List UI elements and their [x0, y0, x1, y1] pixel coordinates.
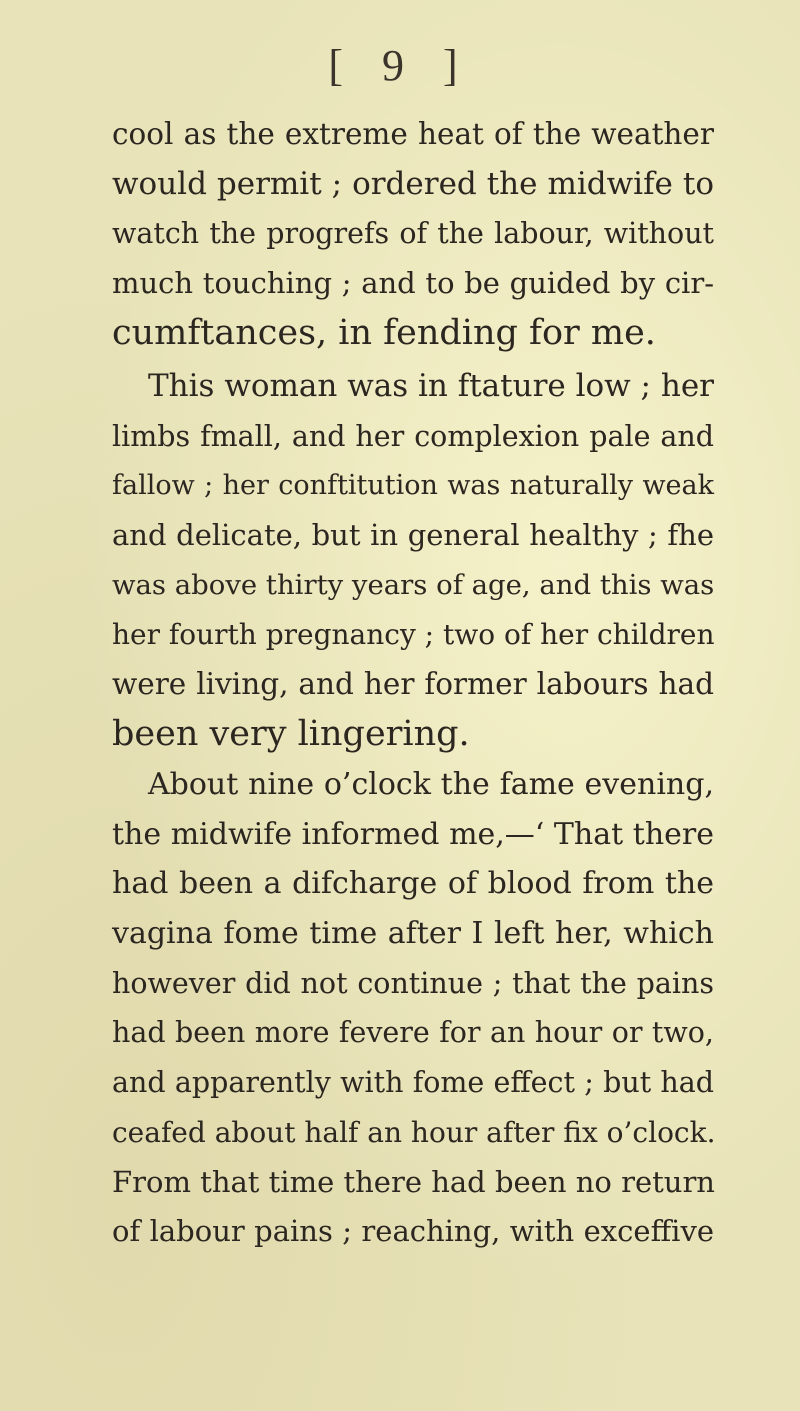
text-line: of labour pains ; reaching, with exceffive: [112, 1214, 714, 1249]
text-line: watch the progrefs of the labour, without: [112, 217, 714, 251]
text-line: This woman was in ftature low ; her: [148, 368, 714, 404]
text-line: fallow ; her conftitution was naturally weak: [112, 470, 714, 502]
text-line: vagina fome time after I left her, which: [112, 916, 714, 952]
text-line: were living, and her former labours had: [112, 667, 714, 702]
text-line: limbs fmall, and her complexion pale and: [112, 419, 714, 453]
text-line: From that time there had been no return: [112, 1164, 715, 1199]
text-line: much touching ; and to be guided by cir-: [112, 266, 714, 301]
text-line: had been a difcharge of blood from the: [112, 866, 714, 902]
text-line: been very lingering.: [112, 713, 470, 754]
text-line: would permit ; ordered the midwife to: [112, 165, 714, 202]
text-line: was above thirty years of age, and this was: [112, 568, 715, 601]
paragraph-2: [112, 362, 714, 760]
text-line: however did not continue ; that the pains: [112, 966, 714, 1000]
text-line: ceafed about half an hour after fix o’clock.: [112, 1115, 716, 1149]
paragraph-3: [112, 760, 714, 1257]
paragraph-1: [112, 110, 714, 358]
text-line: cool as the extreme heat of the weather: [112, 117, 714, 151]
text-line: and apparently with fome effect ; but had: [112, 1066, 714, 1100]
text-line: the midwife informed me,—‘ That there: [112, 816, 714, 852]
text-line: had been more fevere for an hour or two,: [112, 1016, 714, 1050]
text-line: her fourth pregnancy ; two of her children: [112, 618, 715, 652]
text-line: cumftances, in fending for me.: [112, 312, 656, 353]
text-line: and delicate, but in general healthy ; fhe: [112, 518, 714, 553]
text-line: About nine o’clock the fame evening,: [148, 767, 714, 802]
page-number-header: [ 9 ]: [328, 41, 472, 90]
